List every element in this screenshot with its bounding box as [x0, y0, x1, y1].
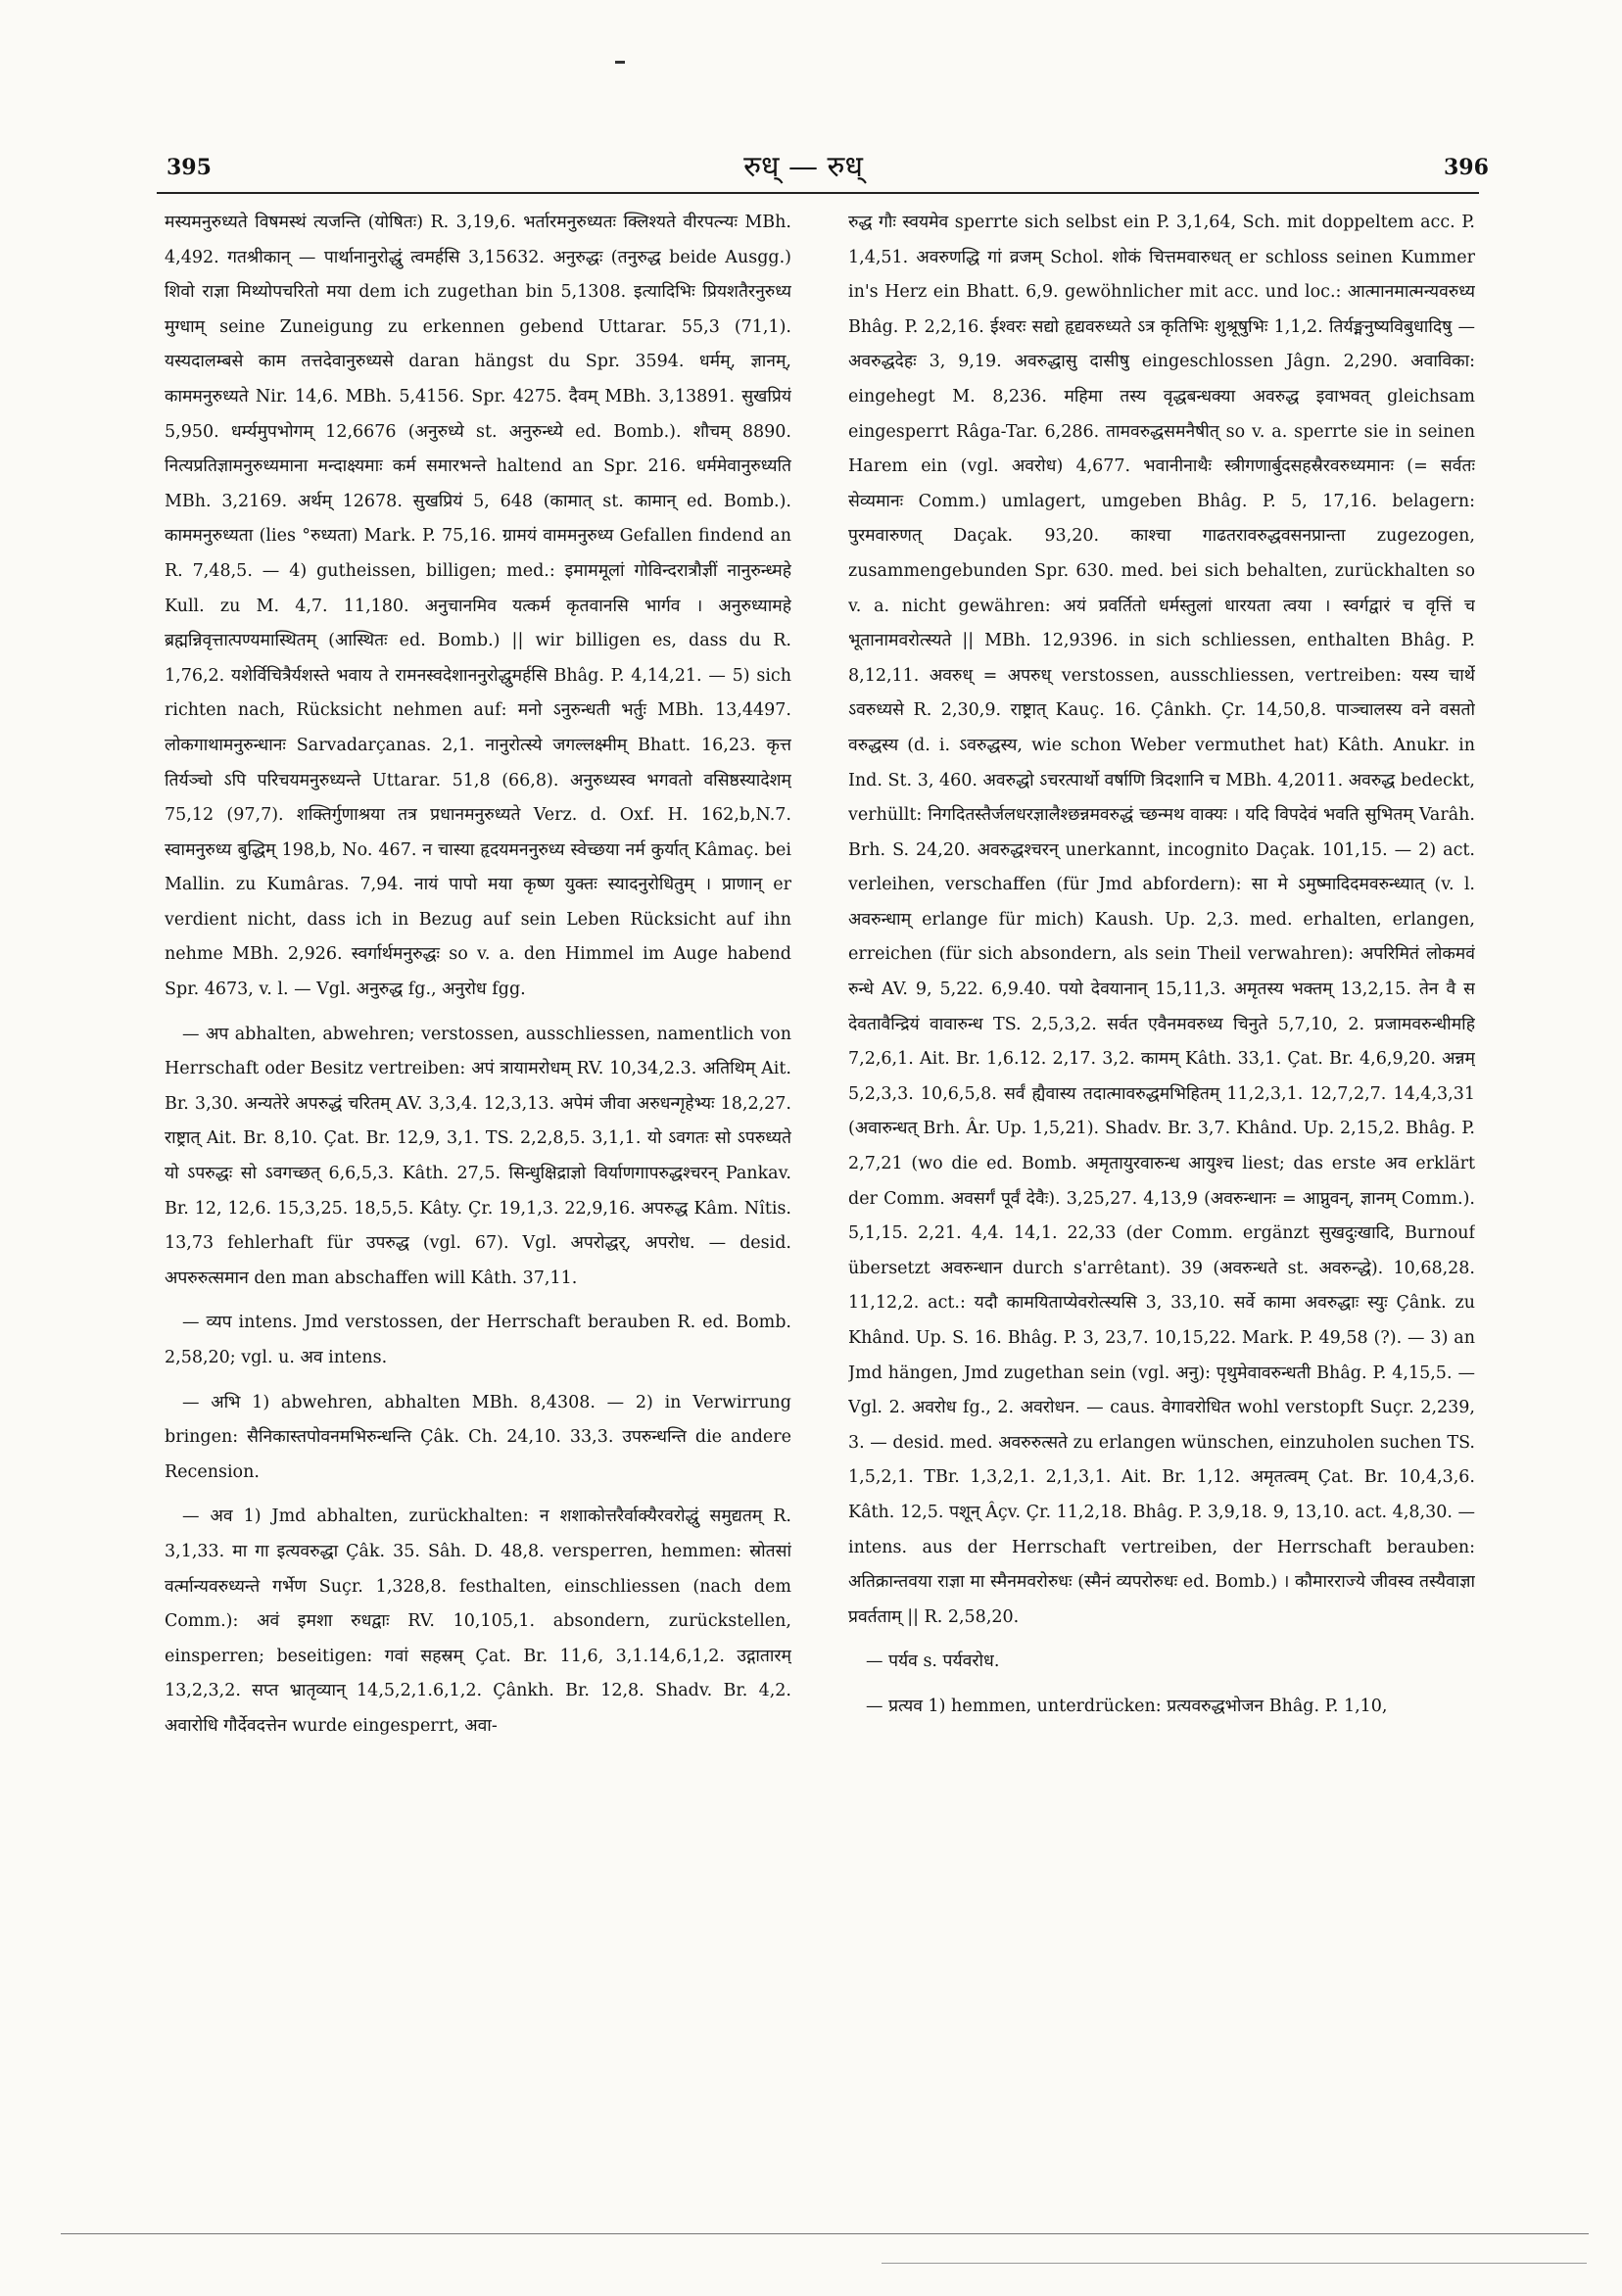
paragraph: — पर्यव s. पर्यवरोध.: [866, 1651, 1000, 1672]
running-head: रुध् — रुध्: [743, 150, 863, 184]
paragraph: — अप abhalten, abwehren; verstossen, ausschliessen, namentlich von Herrschaft oder Besitz vertreiben: अपं त्रायामरोधम् RV. 10,34,2.3. अतिथिम् Ait. Br. 3,30. अन्यतेरे अपरुद्धं चरितम् AV. 3,3,4. 12,3,13. अपेमं जीवा अरुधन्गृहेभ्यः 18,2,27. राष्ट्रात् Ait. Br. 8,10. Çat. Br. 12,9, 3,1. TS. 2,2,8,5. 3,1,1. यो ऽवगतः सो ऽपरुध्यते यो ऽपरुद्धः सो ऽवगच्छत् 6,6,5,3. Kâth. 27,5. सिन्धुक्षिद्राज्ञो विर्याणगापरुद्धश्चरन् Pankav. Br. 12, 12,6. 15,3,25. 18,5,5. Kâty. Çr. 19,1,3. 22,9,16. अपरुद्ध Kâm. Nîtis. 13,73 fehlerhaft für उपरुद्ध (vgl. 67). Vgl. अपरोद्धर्, अपरोध. — desid. अपरुरुत्समान den man abschaffen will Kâth. 37,11.: [165, 1024, 791, 1288]
paragraph: — प्रत्यव 1) hemmen, unterdrücken: प्रत्यवरुद्धभोजन Bhâg. P. 1,10,: [866, 1696, 1388, 1716]
right-column: [848, 206, 1475, 2057]
paragraph: मस्यमनुरुध्यते विषमस्थं त्यजन्ति (योषितः) R. 3,19,6. भर्तारमनुरुध्यतः क्लिश्यते वीरपत्न्यः MBh. 4,492. गतश्रीकान् — पार्थानानुरोद्धुं त्वमर्हसि 3,15632. अनुरुद्धः (तनुरुद्ध beide Ausgg.) शिवो राज्ञा मिथ्योपचरितो मया dem ich zugethan bin 5,1308. इत्यादिभिः प्रियशतैरनुरुध्य मुग्धाम् seine Zuneigung zu erkennen gebend Uttarar. 55,3 (71,1). यस्यदालम्बसे काम तत्तदेवानुरुध्यसे daran hängst du Spr. 3594. धर्मम्, ज्ञानम्, काममनुरुध्यते Nir. 14,6. MBh. 5,4156. Spr. 4275. दैवम् MBh. 3,13891. सुखप्रियं 5,950. धर्म्यमुपभोगम् 12,6676 (अनुरुध्ये st. अनुरुन्ध्ये ed. Bomb.). शौचम् 8890. नित्यप्रतिज्ञामनुरुध्यमाना मन्दाक्ष्यमाः कर्म समारभन्ते haltend an Spr. 216. धर्ममेवानुरुध्यति MBh. 3,2169. अर्थम् 12678. सुखप्रियं 5, 648 (कामात् st. कामान् ed. Bomb.). काममनुरुध्यता (lies °रुध्यता) Mark. P. 75,16. ग्रामयं वाममनुरुध्य Gefallen findend an R. 7,48,5. — 4) gutheissen, billigen; med.: इमाममूलां गोविन्दरात्रौज्ञीं नानुरुन्ध्महे Kull. zu M. 4,7. 11,180. अनुचानमिव यत्कर्म कृतवानसि भार्गव । अनुरुध्यामहे ब्रह्मन्निवृत्तात्पण्यमास्थितम् (आस्थितः ed. Bomb.) || wir billigen es, dass du R. 1,76,2. यशेर्विचित्रैर्यशस्ते भवाय ते रामनस्वदेशाननुरोद्धुमर्हसि Bhâg. P. 4,14,21. — 5) sich richten nach, Rücksicht nehmen auf: मनो ऽनुरुन्धती भर्तुः MBh. 13,4497. लोकगाथामनुरुन्धानः Sarvadarçanas. 2,1. नानुरोत्स्ये जगल्लक्ष्मीम् Bhatt. 16,23. कृत्त तिर्यञ्चो ऽपि परिचयमनुरुध्यन्ते Uttarar. 51,8 (66,8). अनुरुध्यस्व भगवतो वसिष्ठस्यादेशम् 75,12 (97,7). शक्तिर्गुणाश्रया तत्र प्रधानमनुरुध्यते Verz. d. Oxf. H. 162,b,N.7. स्वामनुरुध्य बुद्धिम् 198,b, No. 467. न चास्या हृदयमननुरुध्य स्वेच्छया नर्म कुर्यात् Kâmaç. bei Mallin. zu Kumâras. 7,94. नायं पापो मया कृष्ण युक्तः स्यादनुरोधितुम् । प्राणान् er verdient nicht, dass ich in Bezug auf sein Leben Rücksicht auf ihn nehme MBh. 2,926. स्वर्गार्थमनुरुद्धः so v. a. den Himmel im Auge habend Spr. 4673, v. l. — Vgl. अनुरुद्ध fg., अनुरोध fgg.: [165, 213, 791, 1000]
print-mark: [615, 61, 625, 64]
paragraph: — अव 1) Jmd abhalten, zurückhalten: न शशाकोत्तरैर्वाक्यैरवरोद्धुं समुद्यतम् R. 3,1,33. मा गा इत्यवरुद्धा Çâk. 35. Sâh. D. 48,8. versperren, hemmen: स्रोतसां वर्त्मान्यवरुध्यन्ते गर्भेण Suçr. 1,328,8. festhalten, einschliessen (nach dem Comm.): अवं इमशा रुधद्वाः RV. 10,105,1. absondern, zurückstellen, einsperren; beseitigen: गवां सहस्रम् Çat. Br. 11,6, 3,1.14,6,1,2. उद्गातारम् 13,2,3,2. सप्त भ्रातृव्यान् 14,5,2,1.6,1,2. Çânkh. Br. 12,8. Shadv. Br. 4,2. अवारोधि गौर्देवदत्तेन wurde eingesperrt, अवा-: [165, 1507, 791, 1736]
paragraph: — अभि 1) abwehren, abhalten MBh. 8,4308. — 2) in Verwirrung bringen: सैनिकास्तपोवनमभिरुन्धन्ति Çâk. Ch. 24,10. 33,3. उपरुन्धन्ति die andere Recension.: [165, 1392, 791, 1482]
footer-rule: [882, 2263, 1587, 2264]
footer-rule: [61, 2233, 1589, 2234]
paragraph: — व्यप intens. Jmd verstossen, der Herrschaft berauben R. ed. Bomb. 2,58,20; vgl. u. अव intens.: [165, 1313, 791, 1367]
left-page-number: 395: [167, 155, 212, 180]
right-page-number: 396: [1444, 155, 1489, 180]
paragraph: रुद्ध गौः स्वयमेव sperrte sich selbst ein P. 3,1,64, Sch. mit doppeltem acc. P. 1,4,51. अवरुणद्धि गां व्रजम् Schol. शोकं चित्तमवारुधत् er schloss seinen Kummer in's Herz ein Bhatt. 6,9. gewöhnlicher mit acc. und loc.: आत्मानमात्मन्यवरुध्य Bhâg. P. 2,2,16. ईश्वरः सद्यो हृद्यवरुध्यते ऽत्र कृतिभिः शुश्रूषुभिः 1,1,2. तिर्यङ्मनुष्यविबुधादिषु — अवरुद्धदेहः 3, 9,19. अवरुद्धासु दासीषु eingeschlossen Jâgn. 2,290. अवाविका: eingehegt M. 8,236. महिमा तस्य वृद्धबन्धक्या अवरुद्ध इवाभवत् gleichsam eingesperrt Râga-Tar. 6,286. तामवरुद्धसमनैषीत् so v. a. sperrte sie in seinen Harem ein (vgl. अवरोध) 4,677. भवानीनाथैः स्त्रीगणार्बुदसहस्रैरवरुध्यमानः (= सर्वतः सेव्यमानः Comm.) umlagert, umgeben Bhâg. P. 5, 17,16. belagern: पुरमवारुणत् Daçak. 93,20. काश्चा गाढतरावरुद्धवसनप्रान्ता zugezogen, zusammengebunden Spr. 630. med. bei sich behalten, zurückhalten so v. a. nicht gewähren: अयं प्रवर्तितो धर्मस्तुलां धारयता त्वया । स्वर्गद्वारं च वृत्तिं च भूतानामवरोत्स्यते || MBh. 12,9396. in sich schliessen, enthalten Bhâg. P. 8,12,11. अवरुध् = अपरुध् verstossen, ausschliessen, vertreiben: यस्य चार्थे ऽवरुध्यसे R. 2,30,9. राष्ट्रात् Kauç. 16. Çânkh. Çr. 14,50,8. पाञ्चालस्य वने वसतो वरुद्धस्य (d. i. ऽवरुद्धस्य, wie schon Weber vermuthet hat) Kâth. Anukr. in Ind. St. 3, 460. अवरुद्धो ऽचरत्पार्थो वर्षाणि त्रिदशानि च MBh. 4,2011. अवरुद्ध bedeckt, verhüllt: निगदितस्तैर्जलधरज्ञालैश्छन्नमवरुद्धं च्छन्मथ वाक्यः । यदि विपदेवं भवति सुभितम् Varâh. Brh. S. 24,20. अवरुद्धश्चरन् unerkannt, incognito Daçak. 101,15. — 2) act. verleihen, verschaffen (für Jmd abfordern): सा मे ऽमुष्मादिदमवरुन्ध्यात् (v. l. अवरुन्धाम् erlange für mich) Kaush. Up. 2,3. med. erhalten, erlangen, erreichen (für sich absondern, als sein Theil verwahren): अपरिमितं लोकमवं रुन्धे AV. 9, 5,22. 6,9.40. पयो देवयानान् 15,11,3. अमृतस्य भक्तम् 13,2,15. तेन वै स देवतावैन्द्रियं वावारुन्ध TS. 2,5,3,2. सर्वत एवैनमवरुध्य चिनुते 5,7,10, 2. प्रजामवरुन्धीमहि 7,2,6,1. Ait. Br. 1,6.12. 2,17. 3,2. कामम् Kâth. 33,1. Çat. Br. 4,6,9,20. अन्नम् 5,2,3,3. 10,6,5,8. सर्वं ह्यैवास्य तदात्मावरुद्धमभिहितम् 11,2,3,1. 12,7,2,7. 14,4,3,31 (अवारुन्धत् Brh. Âr. Up. 1,5,21). Shadv. Br. 3,7. Khând. Up. 2,15,2. Bhâg. P. 2,7,21 (wo die ed. Bomb. अमृतायुरवारुन्ध आयुश्च liest; das erste अव erklärt der Comm. अवसर्गं पूर्वं देवैः). 3,25,27. 4,13,9 (अवरुन्धानः = आप्नुवन्, ज्ञानम् Comm.). 5,1,15. 2,21. 4,4. 14,1. 22,33 (der Comm. ergänzt सुखदुःखादि, Burnouf übersetzt अवरुन्धान durch s'arrêtant). 39 (अवरुन्धते st. अवरुन्द्धे). 10,68,28. 11,12,2. act.: यदौ कामयिताप्येवरोत्स्यसि 3, 33,10. सर्वे कामा अवरुद्धाः स्युः Çânk. zu Khând. Up. S. 16. Bhâg. P. 3, 23,7. 10,15,22. Mark. P. 49,58 (?). — 3) an Jmd hängen, Jmd zugethan sein (vgl. अनु): पृथुमेवावरुन्धती Bhâg. P. 4,15,5. — Vgl. 2. अवरोध fg., 2. अवरोधन. — caus. वेगावरोधित wohl verstopft Suçr. 2,239, 3. — desid. med. अवरुरुत्सते zu erlangen wünschen, einzuholen suchen TS. 1,5,2,1. TBr. 1,3,2,1. 2,1,3,1. Ait. Br. 1,12. अमृतत्वम् Çat. Br. 10,4,3,6. Kâth. 12,5. पशून् Âçv. Çr. 11,2,18. Bhâg. P. 3,9,18. 9, 13,10. act. 4,8,30. — intens. aus der Herrschaft vertreiben, der Herrschaft berauben: अतिक्रान्तवया राज्ञा मा स्मैनमवरोरुधः (स्मैनं व्यपरोरुधः ed. Bomb.) । कौमारराज्ये जीवस्व तस्यैवाज्ञा प्रवर्तताम् || R. 2,58,20.: [848, 213, 1475, 1627]
left-column: [165, 206, 791, 2057]
header-rule: [157, 192, 1479, 194]
